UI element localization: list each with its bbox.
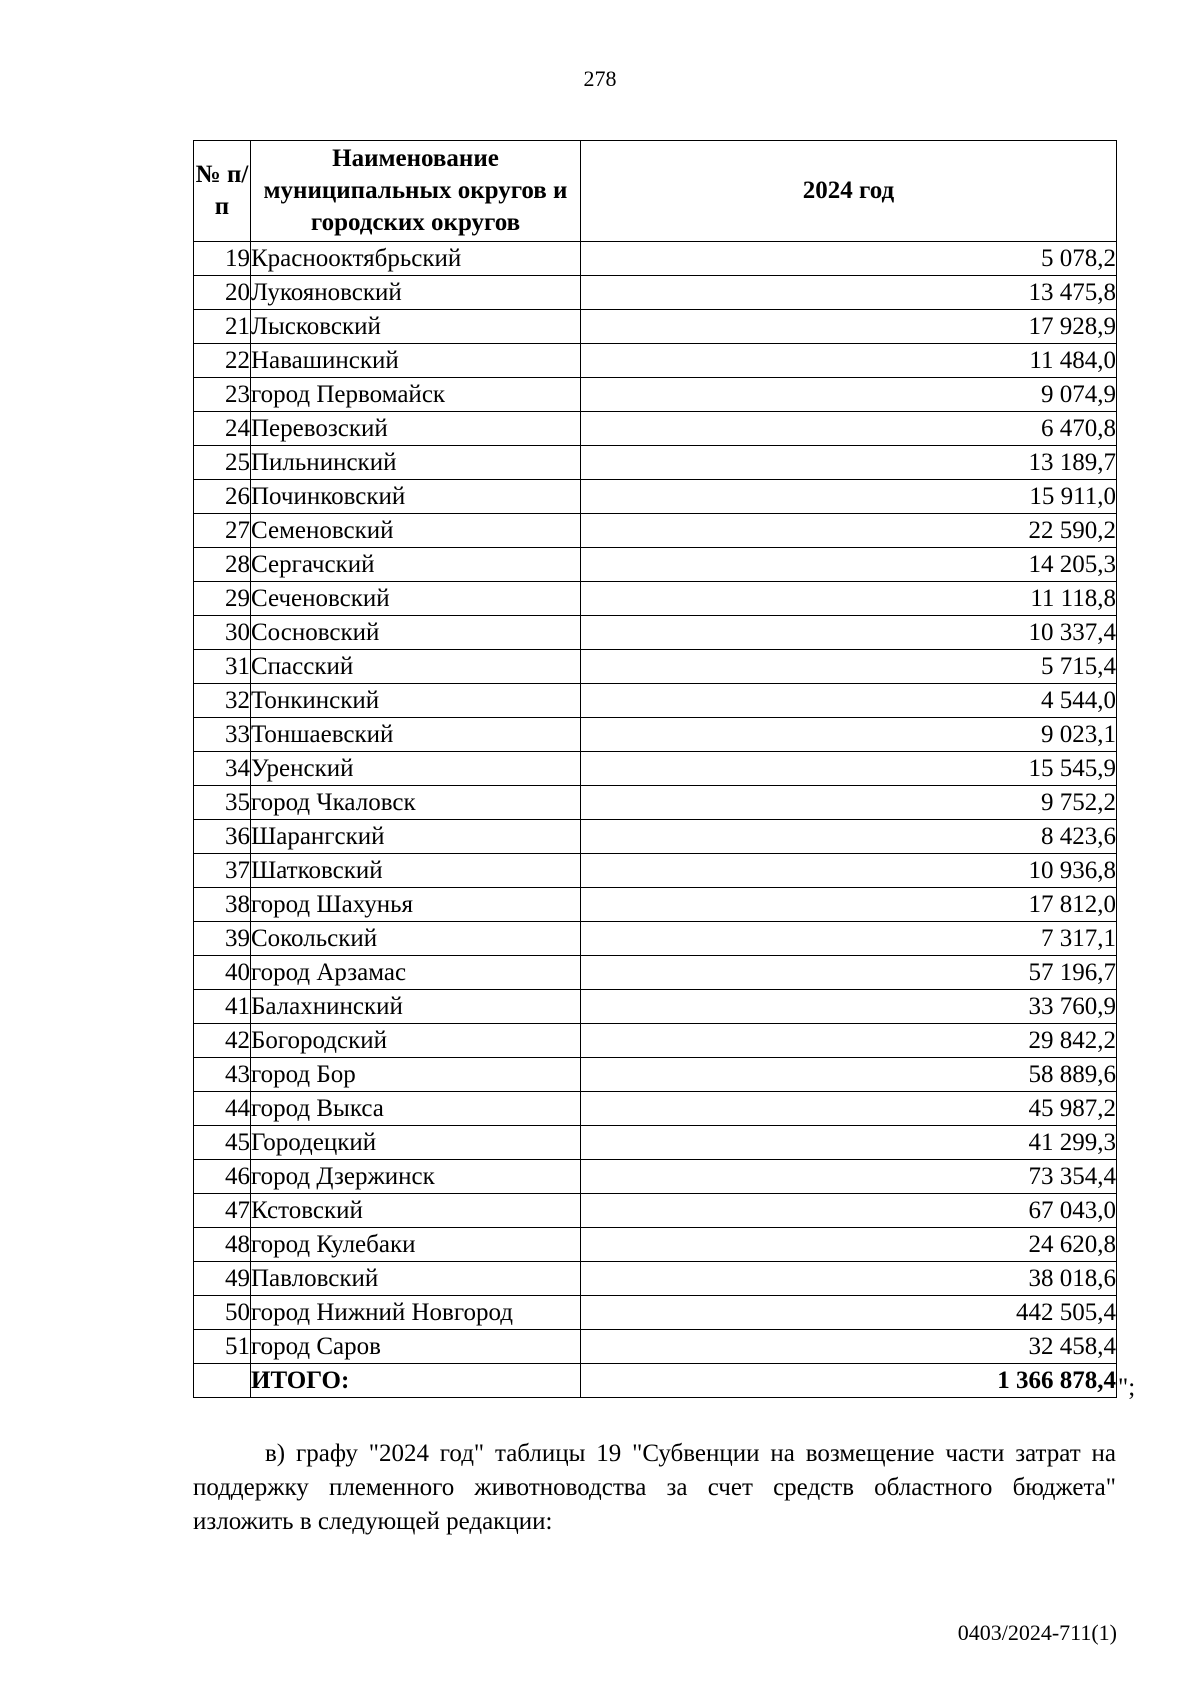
row-number: 24 [194,412,251,446]
table-row [194,446,1117,480]
row-number: 21 [194,310,251,344]
row-name: город Саров [251,1330,581,1364]
row-number: 22 [194,344,251,378]
row-name: Богородский [251,1024,581,1058]
row-value: 8 423,6 [581,820,1117,854]
row-name: Шарангский [251,820,581,854]
row-name: Лысковский [251,310,581,344]
row-value: 17 928,9 [581,310,1117,344]
row-name: город Бор [251,1058,581,1092]
row-name: Навашинский [251,344,581,378]
row-value: 10 936,8 [581,854,1117,888]
row-value: 9 752,2 [581,786,1117,820]
row-number: 40 [194,956,251,990]
row-name: город Дзержинск [251,1160,581,1194]
table-row [194,650,1117,684]
table-row [194,786,1117,820]
table-row [194,412,1117,446]
table-body [194,242,1117,1364]
row-value: 13 189,7 [581,446,1117,480]
row-number: 25 [194,446,251,480]
row-number: 27 [194,514,251,548]
total-row [194,1364,1117,1398]
row-value: 15 911,0 [581,480,1117,514]
table-row [194,310,1117,344]
row-name: город Чкаловск [251,786,581,820]
table-row [194,1024,1117,1058]
data-table [193,140,1117,1398]
row-name: Балахнинский [251,990,581,1024]
row-number: 44 [194,1092,251,1126]
header-number: № п/п [194,141,251,242]
row-number: 48 [194,1228,251,1262]
row-number: 32 [194,684,251,718]
closing-quote: "; [1118,1374,1136,1401]
row-name: Починковский [251,480,581,514]
table-header-row [194,141,1117,242]
row-name: Лукояновский [251,276,581,310]
row-number: 42 [194,1024,251,1058]
row-value: 14 205,3 [581,548,1117,582]
table-row [194,718,1117,752]
row-number: 49 [194,1262,251,1296]
row-value: 13 475,8 [581,276,1117,310]
row-value: 11 484,0 [581,344,1117,378]
row-name: Пильнинский [251,446,581,480]
table-row [194,276,1117,310]
row-number: 26 [194,480,251,514]
row-name: Краснооктябрьский [251,242,581,276]
row-name: город Выкса [251,1092,581,1126]
row-name: город Кулебаки [251,1228,581,1262]
row-value: 17 812,0 [581,888,1117,922]
row-number: 37 [194,854,251,888]
header-value: 2024 год [581,141,1117,242]
table-row [194,990,1117,1024]
total-label: ИТОГО: [251,1364,581,1398]
row-number: 33 [194,718,251,752]
row-number: 35 [194,786,251,820]
row-number: 28 [194,548,251,582]
table-row [194,616,1117,650]
table-row [194,1126,1117,1160]
table-row [194,344,1117,378]
row-name: город Арзамас [251,956,581,990]
row-number: 29 [194,582,251,616]
row-number: 19 [194,242,251,276]
row-number: 45 [194,1126,251,1160]
row-value: 5 078,2 [581,242,1117,276]
row-value: 58 889,6 [581,1058,1117,1092]
table-row [194,752,1117,786]
table-row [194,684,1117,718]
row-name: Кстовский [251,1194,581,1228]
row-value: 442 505,4 [581,1296,1117,1330]
row-value: 32 458,4 [581,1330,1117,1364]
table-row [194,548,1117,582]
table-row [194,922,1117,956]
row-value: 29 842,2 [581,1024,1117,1058]
row-value: 38 018,6 [581,1262,1117,1296]
row-value: 4 544,0 [581,684,1117,718]
row-value: 41 299,3 [581,1126,1117,1160]
header-name: Наименование муниципальных округов и городских округов [251,141,581,242]
table-row [194,480,1117,514]
row-name: город Первомайск [251,378,581,412]
row-number: 20 [194,276,251,310]
row-number: 31 [194,650,251,684]
table-row [194,1058,1117,1092]
table-row [194,1296,1117,1330]
row-value: 15 545,9 [581,752,1117,786]
table-row [194,820,1117,854]
row-number: 38 [194,888,251,922]
row-value: 57 196,7 [581,956,1117,990]
row-name: Городецкий [251,1126,581,1160]
row-value: 67 043,0 [581,1194,1117,1228]
row-number: 39 [194,922,251,956]
row-value: 6 470,8 [581,412,1117,446]
row-name: Сокольский [251,922,581,956]
row-name: Перевозский [251,412,581,446]
table-row [194,242,1117,276]
row-value: 11 118,8 [581,582,1117,616]
row-name: Уренский [251,752,581,786]
row-number: 34 [194,752,251,786]
row-name: Шатковский [251,854,581,888]
row-name: Семеновский [251,514,581,548]
row-number: 47 [194,1194,251,1228]
row-value: 5 715,4 [581,650,1117,684]
row-number: 50 [194,1296,251,1330]
row-number: 30 [194,616,251,650]
row-number: 41 [194,990,251,1024]
table-row [194,582,1117,616]
row-value: 7 317,1 [581,922,1117,956]
table-row [194,514,1117,548]
row-name: Тонкинский [251,684,581,718]
row-name: Сеченовский [251,582,581,616]
table-row [194,854,1117,888]
row-name: город Нижний Новгород [251,1296,581,1330]
table-row [194,888,1117,922]
table-row [194,378,1117,412]
row-number: 23 [194,378,251,412]
row-value: 10 337,4 [581,616,1117,650]
row-value: 9 023,1 [581,718,1117,752]
row-name: город Шахунья [251,888,581,922]
amendment-paragraph: в) графу "2024 год" таблицы 19 "Субвенции на возмещение части затрат на поддержку племенного животноводства за счет средств областного бюджета" изложить в следующей редакции: [193,1440,1116,1535]
table-row [194,1330,1117,1364]
row-name: Спасский [251,650,581,684]
row-value: 45 987,2 [581,1092,1117,1126]
row-name: Сосновский [251,616,581,650]
row-value: 33 760,9 [581,990,1117,1024]
table-row [194,1194,1117,1228]
row-number: 51 [194,1330,251,1364]
table-row [194,1262,1117,1296]
row-name: Сергачский [251,548,581,582]
row-number: 43 [194,1058,251,1092]
row-value: 22 590,2 [581,514,1117,548]
table-row [194,956,1117,990]
document-code: 0403/2024-711(1) [957,1620,1117,1645]
row-value: 73 354,4 [581,1160,1117,1194]
total-number-cell [194,1364,251,1398]
row-number: 36 [194,820,251,854]
row-value: 9 074,9 [581,378,1117,412]
row-number: 46 [194,1160,251,1194]
table-row [194,1228,1117,1262]
table-row [194,1160,1117,1194]
row-value: 24 620,8 [581,1228,1117,1262]
page-number: 278 [583,66,617,91]
table-row [194,1092,1117,1126]
row-name: Тоншаевский [251,718,581,752]
total-value: 1 366 878,4 [581,1364,1117,1398]
row-name: Павловский [251,1262,581,1296]
